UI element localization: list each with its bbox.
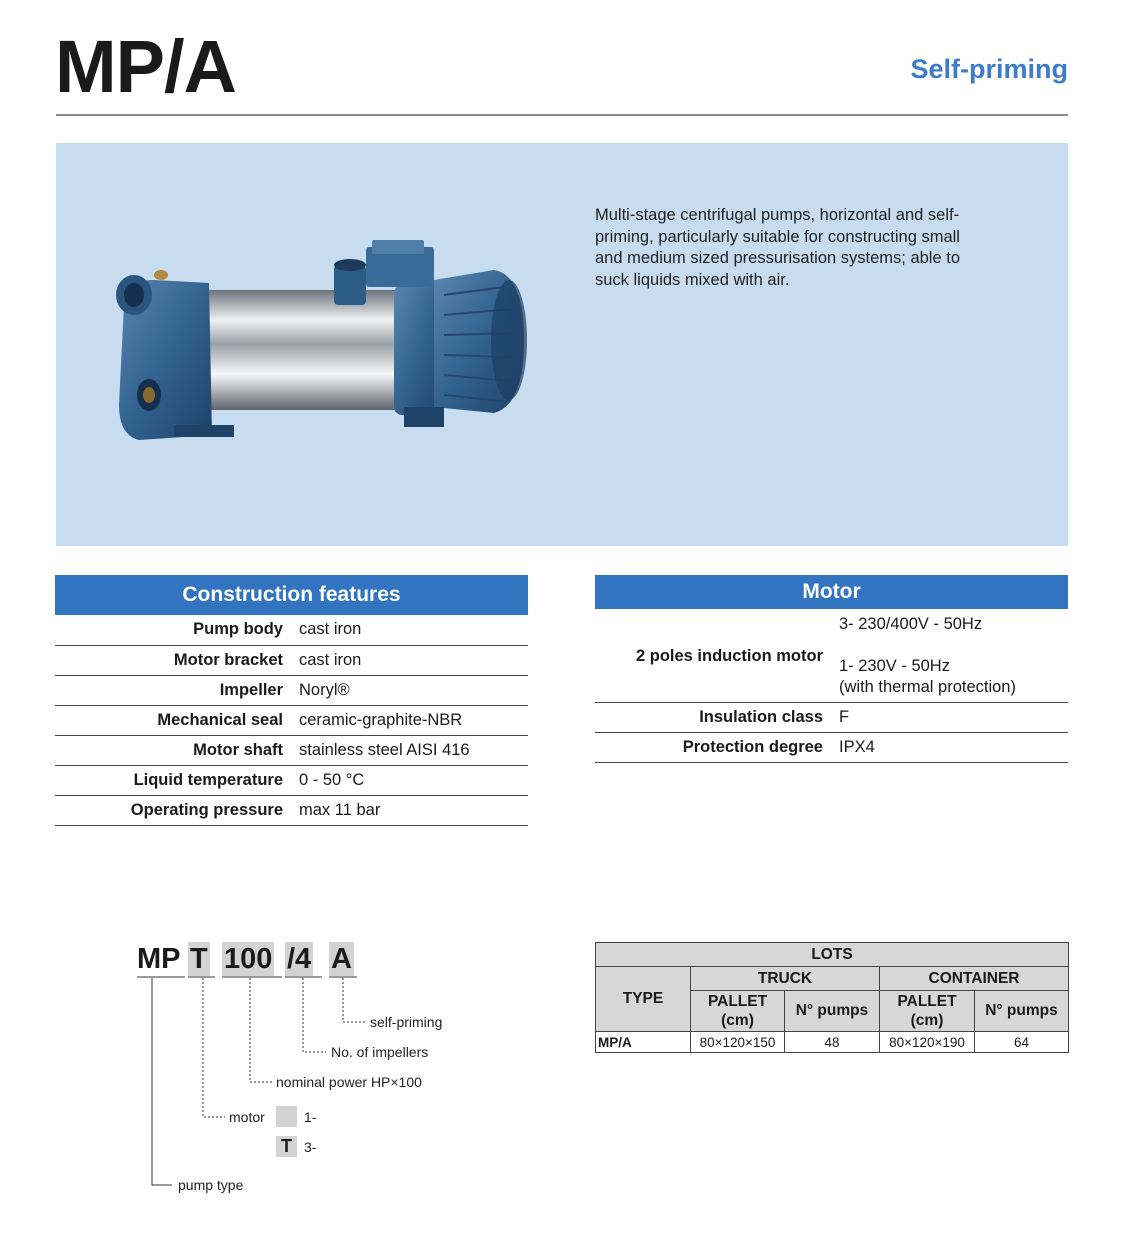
feature-label: Impeller: [55, 675, 299, 705]
motor-three-phase: 3- 230/400V - 50Hz: [839, 615, 983, 633]
container-pallet-header: [880, 991, 975, 1032]
motor-row: [595, 732, 1068, 762]
code-label-motor-single: 1-: [304, 1109, 317, 1125]
code-part-self-priming: A: [331, 943, 352, 975]
code-part-motor: T: [190, 943, 208, 975]
product-category: Self-priming: [910, 54, 1068, 84]
feature-value: cast iron: [299, 645, 528, 675]
product-title: MP/A: [55, 25, 236, 108]
motor-label: Protection degree: [595, 732, 839, 762]
lots-truck-header: TRUCK: [691, 967, 880, 991]
feature-value: cast iron: [299, 615, 528, 645]
lots-title: LOTS: [596, 943, 1069, 967]
truck-pallet-label: PALLET: [707, 993, 768, 1010]
feature-label: Liquid temperature: [55, 765, 299, 795]
construction-features-heading: Construction features: [55, 575, 528, 615]
lots-type-header: TYPE: [596, 967, 691, 1032]
feature-value: Noryl®: [299, 675, 528, 705]
container-pumps-header: N° pumps: [975, 991, 1069, 1032]
code-part-power: 100: [224, 943, 273, 975]
motor-value: IPX4: [839, 732, 1068, 762]
code-part-pump-type: MP: [137, 943, 181, 975]
product-description: Multi-stage centrifugal pumps, horizontal and self-priming, particularly suitable for constructing small and medium sized pressurisation systems; able to suck liquids mixed with air.: [595, 206, 960, 289]
container-pallet-label: PALLET: [897, 993, 957, 1010]
motor-row: [595, 702, 1068, 732]
truck-pumps-header: N° pumps: [785, 991, 880, 1032]
code-label-motor-three: 3-: [304, 1139, 317, 1155]
code-label-power: nominal power HP×100: [276, 1074, 422, 1090]
motor-single-swatch: [276, 1106, 297, 1127]
lots-container-header: CONTAINER: [880, 967, 1069, 991]
lots-truck-pallet-cell: 80×120×150: [691, 1032, 785, 1053]
container-pallet-unit: (cm): [910, 1012, 944, 1029]
code-label-pump-type: pump type: [178, 1177, 244, 1193]
feature-label: Operating pressure: [55, 795, 299, 825]
lots-row: [596, 1032, 1069, 1053]
motor-row: [595, 609, 1068, 702]
lots-truck-pumps-cell: 48: [785, 1032, 880, 1053]
motor-label: Insulation class: [595, 702, 839, 732]
feature-label: Motor shaft: [55, 735, 299, 765]
motor-value: [839, 609, 1068, 702]
code-label-impellers: No. of impellers: [331, 1044, 429, 1060]
lots-type-cell: MP/A: [596, 1032, 691, 1053]
truck-pallet-unit: (cm): [721, 1012, 754, 1029]
lots-container-pumps-cell: 64: [975, 1032, 1069, 1053]
feature-label: Pump body: [55, 615, 299, 645]
motor-table: [595, 609, 1068, 763]
feature-value: max 11 bar: [299, 795, 528, 825]
motor-thermal-note: (with thermal protection): [839, 678, 1016, 696]
motor-value: F: [839, 702, 1068, 732]
code-label-motor: motor: [229, 1109, 265, 1125]
lots-title-row: [596, 943, 1069, 967]
motor-heading: Motor: [595, 575, 1068, 609]
lots-group-row: [596, 967, 1069, 991]
code-label-self-priming: self-priming: [370, 1014, 443, 1030]
lots-container-pallet-cell: 80×120×190: [880, 1032, 975, 1053]
feature-value: stainless steel AISI 416: [299, 735, 528, 765]
motor-single-phase: 1- 230V - 50Hz: [839, 657, 950, 675]
lots-table: [595, 942, 1069, 1053]
truck-pallet-header: [691, 991, 785, 1032]
feature-label: Mechanical seal: [55, 705, 299, 735]
code-part-impellers: /4: [287, 943, 312, 975]
motor-label: 2 poles induction motor: [595, 609, 839, 702]
motor-three-swatch: T: [276, 1136, 297, 1157]
feature-value: ceramic-graphite-NBR: [299, 705, 528, 735]
feature-label: Motor bracket: [55, 645, 299, 675]
feature-value: 0 - 50 °C: [299, 765, 528, 795]
